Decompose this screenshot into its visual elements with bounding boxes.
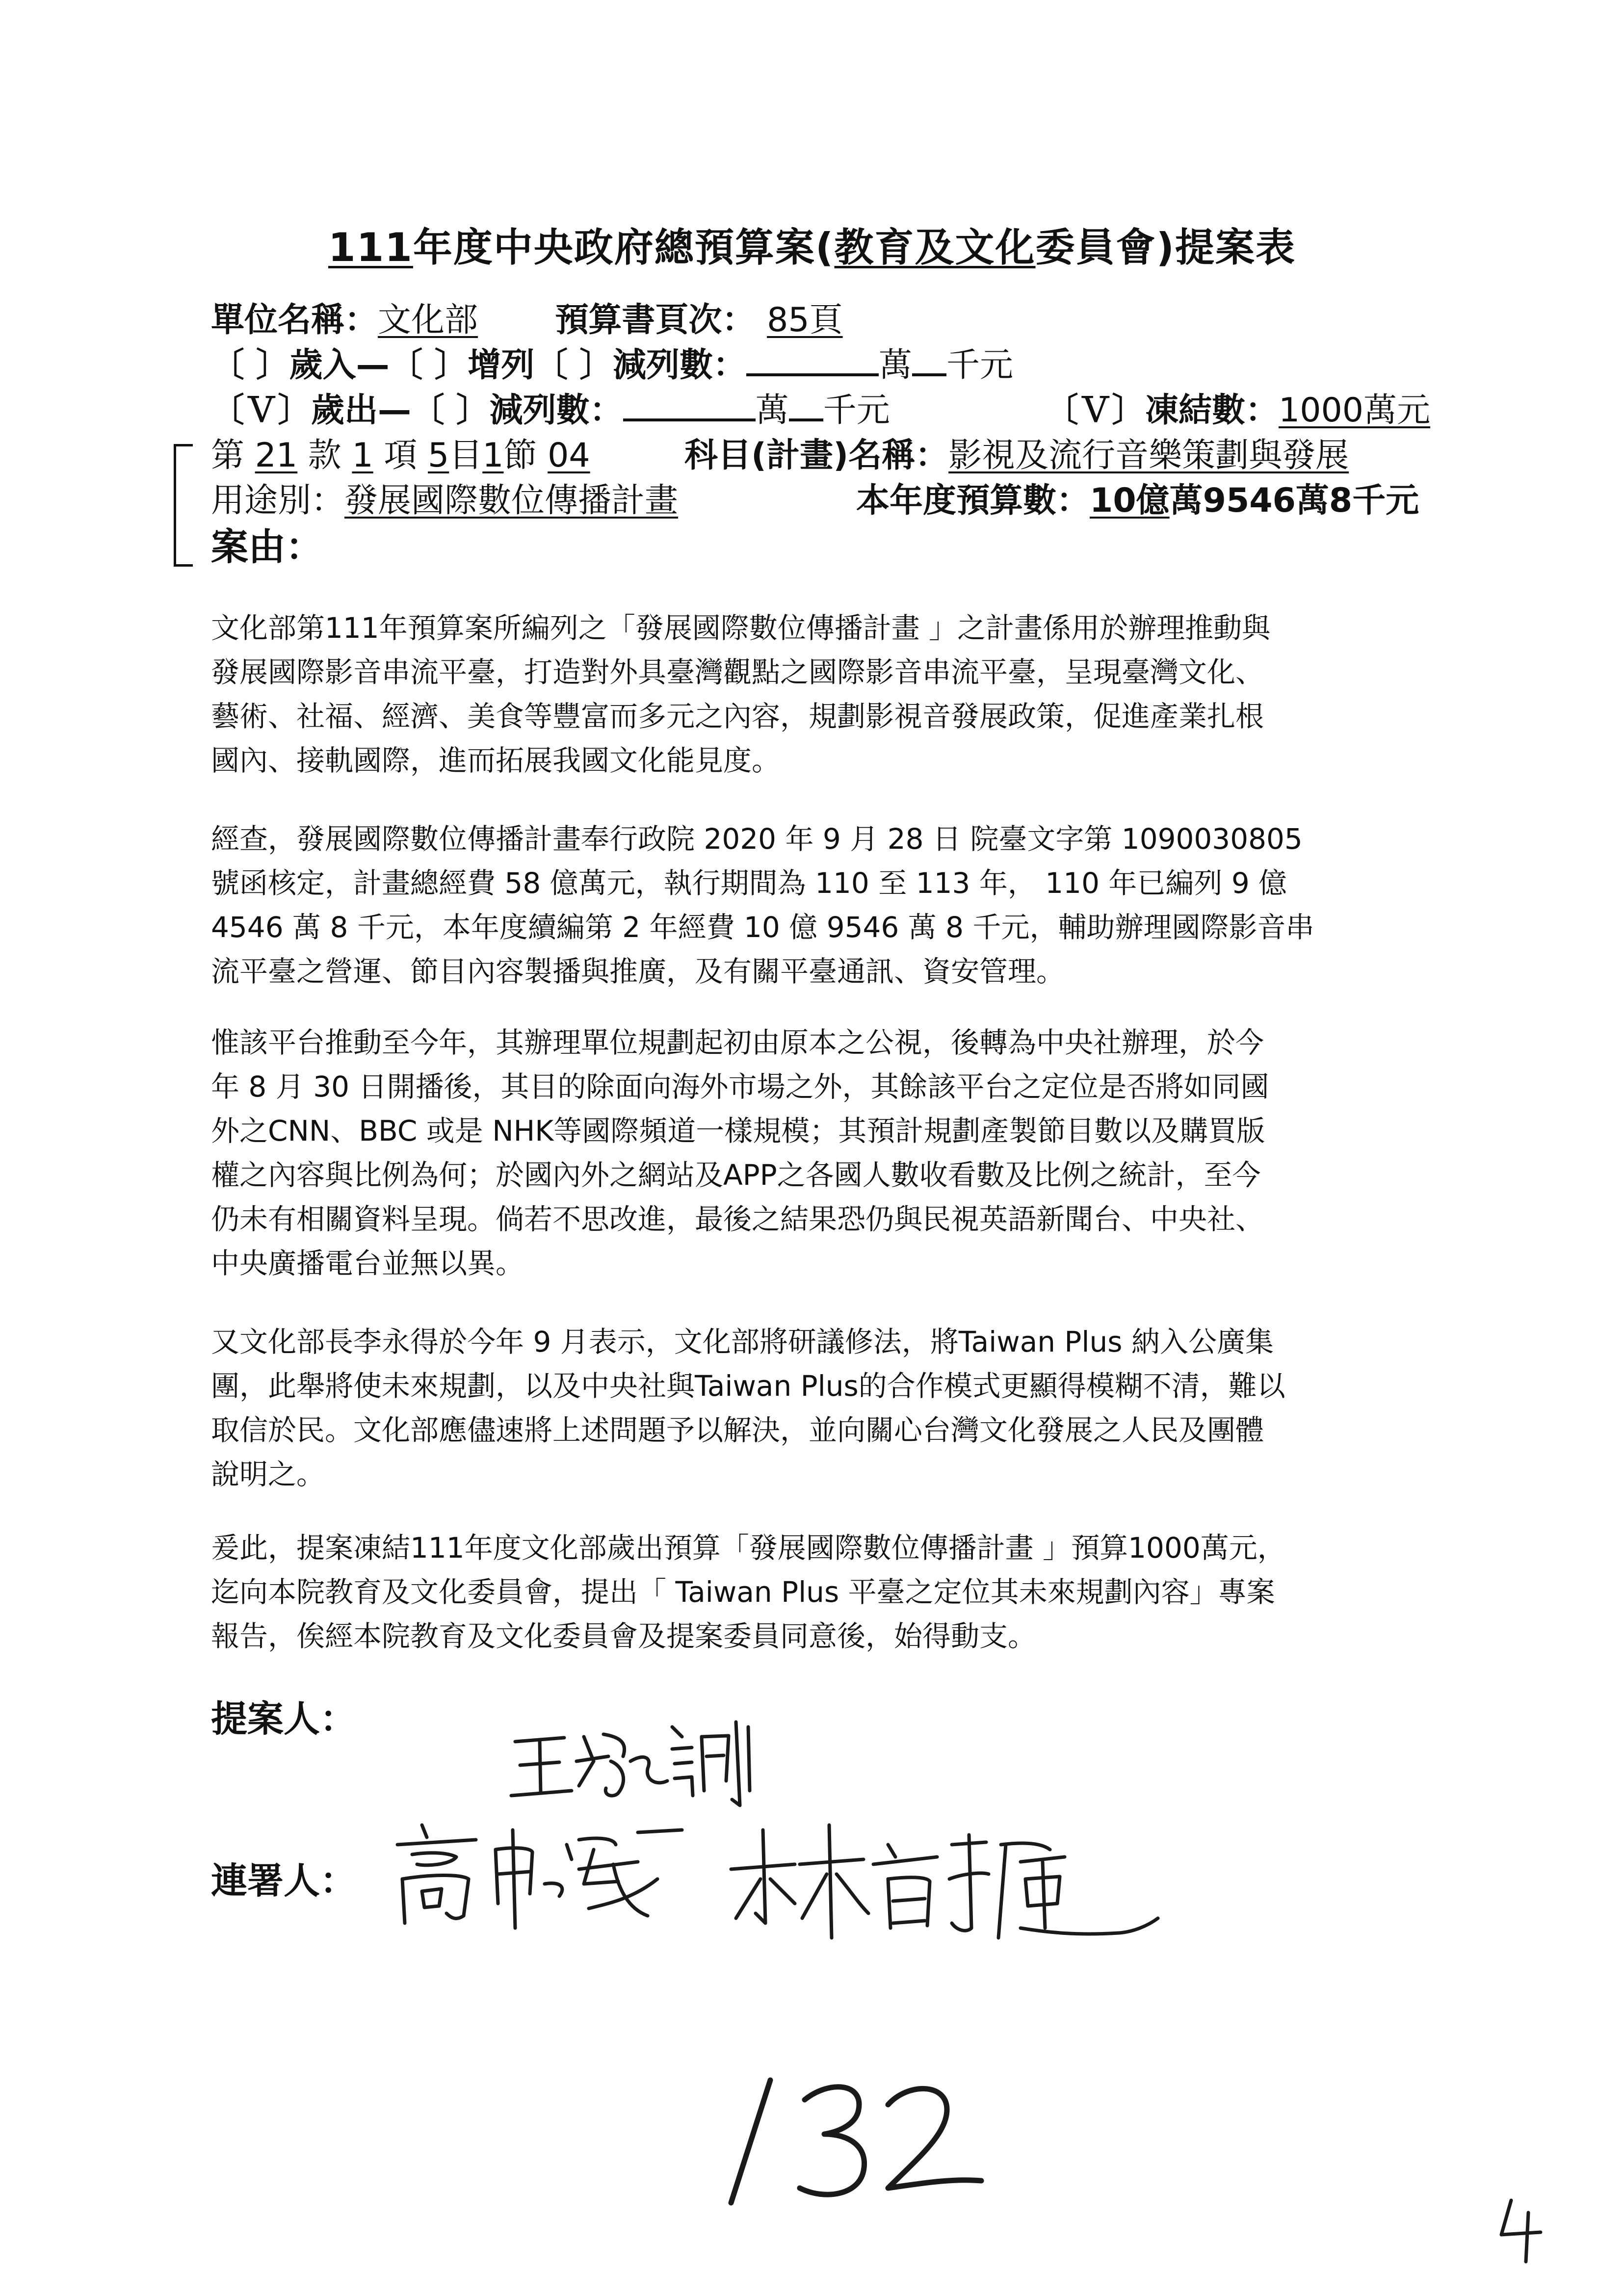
subject-row bbox=[684, 434, 1349, 478]
revenue-wan: 萬 bbox=[879, 346, 913, 385]
unit-row bbox=[211, 298, 843, 342]
item-xiang: 項 bbox=[384, 436, 418, 475]
paragraph-2-text: 經查，發展國際數位傳播計畫奉行政院 2020 年 9 月 28 日 院臺文字第 1090030805 號函核定，計畫總經費 58 億萬元，執行期間為 110 至 113 年， 110 年已編列 9 億 4546 萬 8 千元，本年度續編第 2 年經費 10 億 9546 萬 8 千元，輔助辦理國際影音串 流平臺之營運、節目內容製播與推廣，及有關平臺通訊、資安管理。 bbox=[211, 822, 1314, 988]
title-year: 111 bbox=[328, 225, 413, 270]
page-value: 85頁 bbox=[767, 301, 843, 339]
proposer-label: 提案人： bbox=[211, 1698, 356, 1740]
item-row bbox=[211, 434, 590, 478]
freeze-amount bbox=[1045, 389, 1430, 433]
document-title bbox=[0, 216, 1624, 272]
budget-value-underlined: 10億 bbox=[1090, 481, 1170, 520]
use-value: 發展國際數位傳播計畫 bbox=[344, 481, 679, 520]
unit-value: 文化部 bbox=[378, 301, 478, 339]
handwritten-page-number bbox=[1492, 2193, 1550, 2267]
paragraph-3-text: 惟該平台推動至今年，其辦理單位規劃起初由原本之公視，後轉為中央社辦理，於今 年 8 月 30 日開播後，其目的除面向海外市場之外，其餘該平台之定位是否將如同國 外之CNN、BBC 或是 NHK等國際頻道一樣規模；其預計規劃產製節目數以及購買版 權之內容與比例為何；於國內外之網站及APP之各國人數收看數及比例之統計，至今 仍未有相關資料呈現。倘若不思改進，最後之結果恐仍與民視英語新聞台、中央社、 中央廣播電台並無以異。 bbox=[211, 1026, 1269, 1280]
subject-label: 科目(計畫)名稱： bbox=[684, 436, 949, 475]
proposer-signature bbox=[505, 1707, 760, 1820]
freeze-prefix: 〔Ｖ〕凍結數： bbox=[1045, 391, 1279, 430]
title-committee: 教育及文化 bbox=[834, 225, 1036, 270]
paragraph-5 bbox=[211, 1526, 1438, 1658]
expense-qian: 千元 bbox=[823, 391, 890, 430]
item-mu: 目 bbox=[449, 436, 483, 475]
item-jie-value: 1 bbox=[482, 436, 504, 475]
reason-label: 案由： bbox=[211, 525, 323, 569]
budget-row bbox=[856, 479, 1419, 523]
item-mu-value: 5 bbox=[427, 436, 449, 475]
revenue-qian: 千元 bbox=[946, 346, 1014, 385]
paragraph-1-text: 文化部第111年預算案所編列之「發展國際數位傳播計畫 」之計畫係用於辦理推動與 發展國際影音串流平臺，打造對外具臺灣觀點之國際影音串流平臺，呈現臺灣文化、 藝術、社福、經濟、美食等豐富而多元之內容，規劃影視音發展政策，促進產業扎根 國內、接軌國際，進而拓展我國文化能見度。 bbox=[211, 611, 1271, 777]
revenue-row bbox=[211, 343, 1013, 388]
expense-wan: 萬 bbox=[755, 391, 789, 430]
title-part1: 年度中央政府總預算案( bbox=[413, 225, 835, 270]
budget-label: 本年度預算數： bbox=[856, 481, 1090, 520]
cosigner-signature-2 bbox=[726, 1815, 1168, 1953]
expense-lead: 〔Ｖ〕歲出—〔 〕減列數： bbox=[211, 391, 623, 430]
paragraph-4-text: 又文化部長李永得於今年 9 月表示，文化部將研議修法，將Taiwan Plus 納入公廣集 團，此舉將使未來規劃，以及中央社與Taiwan Plus的合作模式更顯得模糊不清，難以 取信於民。文化部應儘速將上述問題予以解決，並向關心台灣文化發展之人民及團體 說明之。 bbox=[211, 1325, 1285, 1491]
paragraph-4 bbox=[211, 1320, 1438, 1496]
cosigner-label: 連署人： bbox=[211, 1860, 356, 1902]
revenue-qian-blank bbox=[912, 345, 946, 376]
item-kuan-value: 21 bbox=[255, 436, 298, 475]
subject-value: 影視及流行音樂策劃與發展 bbox=[948, 436, 1349, 475]
paragraph-5-text: 爰此，提案凍結111年度文化部歲出預算「發展國際數位傳播計畫 」預算1000萬元， 迄向本院教育及文化委員會，提出「 Taiwan Plus 平臺之定位其未來規劃內容」專案 報告，俟經本院教育及文化委員會及提案委員同意後，始得動支。 bbox=[211, 1531, 1286, 1653]
use-label: 用途別： bbox=[211, 481, 345, 520]
freeze-value: 1000萬元 bbox=[1279, 391, 1431, 430]
item-code-value: 04 bbox=[548, 436, 590, 475]
left-bracket bbox=[174, 444, 193, 567]
unit-label: 單位名稱： bbox=[211, 301, 378, 339]
paragraph-2 bbox=[211, 817, 1438, 993]
use-row bbox=[211, 479, 678, 523]
expense-qian-blank bbox=[789, 390, 823, 421]
revenue-lead: 〔 〕歲入—〔 〕增列〔 〕減列數： bbox=[211, 346, 747, 385]
item-jie: 節 bbox=[503, 436, 537, 475]
page-label: 預算書頁次： bbox=[555, 301, 756, 339]
item-kuan: 款 bbox=[308, 436, 341, 475]
budget-value-rest: 萬9546萬8千元 bbox=[1169, 481, 1419, 520]
paragraph-1 bbox=[211, 606, 1438, 783]
cosigner-signature-1 bbox=[383, 1810, 697, 1938]
revenue-wan-blank bbox=[746, 345, 879, 376]
item-xiang-value: 1 bbox=[352, 436, 373, 475]
title-part2: 委員會)提案表 bbox=[1035, 225, 1296, 270]
handwritten-number bbox=[716, 2061, 991, 2218]
item-di: 第 bbox=[211, 436, 245, 475]
expense-wan-blank bbox=[623, 390, 756, 421]
expense-row bbox=[211, 389, 890, 433]
paragraph-3 bbox=[211, 1020, 1438, 1285]
